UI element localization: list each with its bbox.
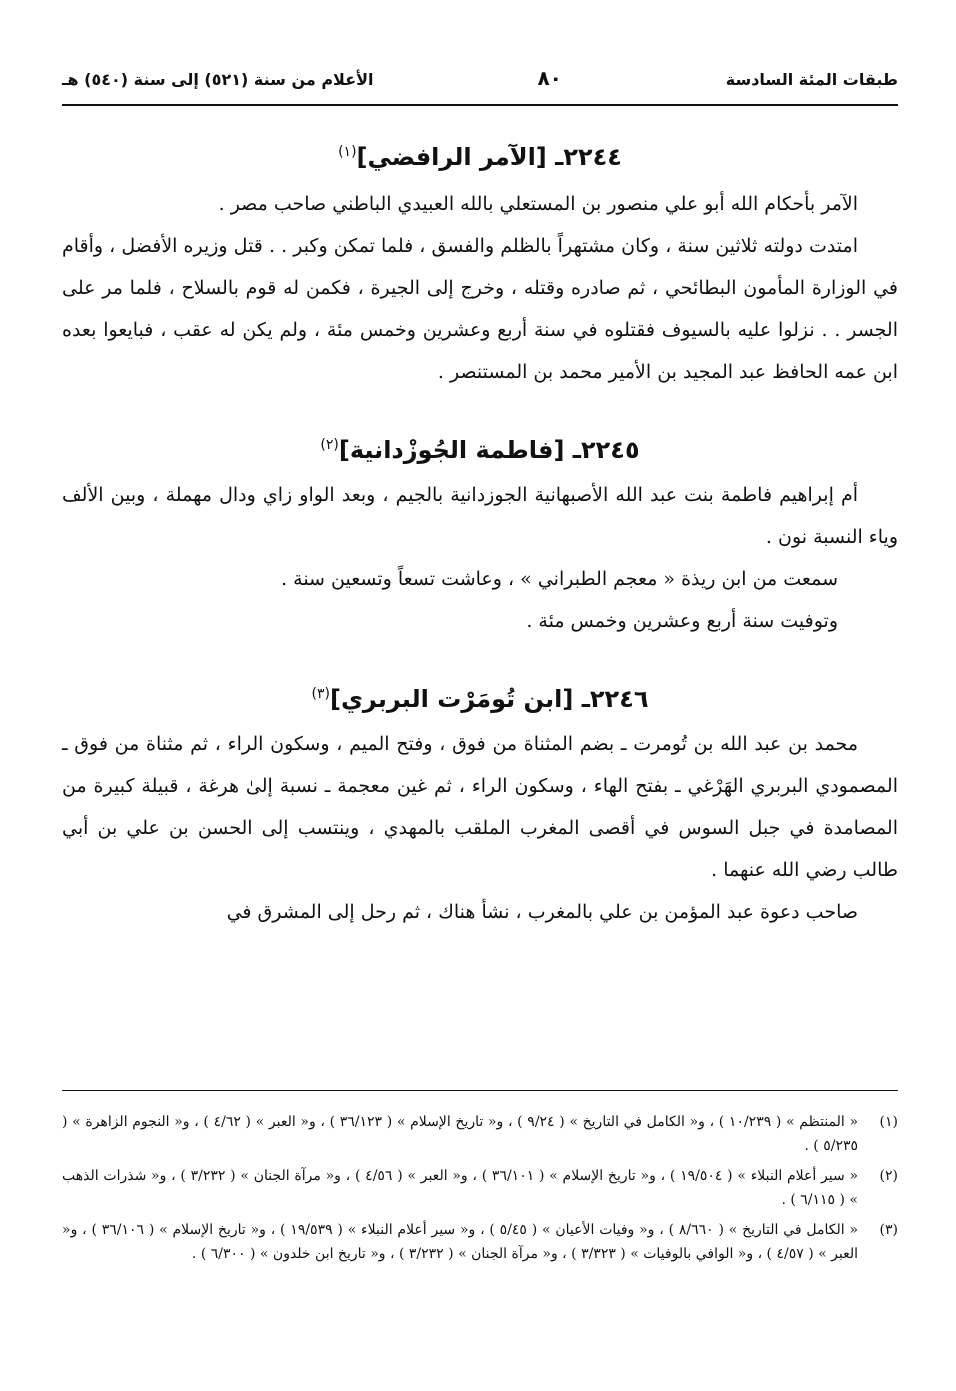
page-number: ٨٠: [537, 66, 562, 90]
paragraph: وتوفيت سنة أربع وعشرين وخمس مئة .: [526, 610, 838, 632]
footnote-rule: [62, 1090, 898, 1091]
running-header: [62, 60, 898, 96]
header-book-section: طبقات المئة السادسة: [725, 70, 898, 89]
footnote: [62, 1110, 898, 1158]
entry-number: ٢٢٤٥ـ: [572, 436, 640, 464]
footnote-ref: (١): [338, 144, 357, 160]
entry-name: [الآمر الرافضي]: [356, 143, 547, 171]
footnote-number: (٣): [879, 1222, 898, 1238]
page-body: [62, 60, 898, 1262]
entry-number: ٢٢٤٦ـ: [581, 685, 649, 713]
entry-2244: [62, 134, 898, 393]
footnote: [62, 1164, 898, 1212]
header-range-title: الأعلام من سنة (٥٢١) إلى سنة (٥٤٠) هـ: [62, 70, 374, 89]
entry-2246: [62, 676, 898, 933]
paragraph: صاحب دعوة عبد المؤمن بن علي بالمغرب ، نشأ هناك ، ثم رحل إلى المشرق في: [226, 901, 858, 923]
paragraph: سمعت من ابن ريذة « معجم الطبراني » ، وعاشت تسعاً وتسعين سنة .: [281, 568, 838, 590]
entry-number: ٢٢٤٤ـ: [555, 143, 622, 171]
footnote-number: (٢): [879, 1168, 898, 1184]
entry-name: [فاطمة الجُوزْدانية]: [338, 436, 565, 464]
footnote-number: (١): [879, 1114, 898, 1130]
footnote-text: « سير أعلام النبلاء » ( ١٩/٥٠٤ ) ، و« تاريخ الإسلام » ( ٣٦/١٠١ ) ، و« العبر » ( ٤/٥٦ ) ، و« مرآة الجنان » ( ٣/٢٣٢ ) ، و« شذرات الذهب » ( ٦/١١٥ ) .: [62, 1168, 859, 1208]
entry-heading: [62, 676, 898, 717]
footnote-ref: (٢): [320, 437, 339, 453]
header-rule: [62, 104, 898, 106]
paragraph: أم إبراهيم فاطمة بنت عبد الله الأصبهانية الجوزدانية بالجيم ، وبعد الواو زاي ودال مهملة ، وبين الألف وياء النسبة نون .: [62, 484, 898, 548]
entry-heading: [62, 134, 898, 175]
entry-name: [ابن تُومَرْت البربري]: [329, 685, 574, 713]
footnote-ref: (٣): [311, 686, 330, 702]
entry-2245: [62, 427, 898, 642]
entry-heading: [62, 427, 898, 468]
footnote-text: « الكامل في التاريخ » ( ٨/٦٦٠ ) ، و« وفيات الأعيان » ( ٥/٤٥ ) ، و« سير أعلام النبلاء » ( ١٩/٥٣٩ ) ، و« تاريخ الإسلام » ( ٣٦/١٠٦ ) ، و« العبر » ( ٤/٥٧ ) ، و« الوافي بالوفيات » ( ٣/٣٢٣ ) ، و« مرآة الجنان » ( ٣/٢٣٢ ) ، و« تاريخ ابن خلدون » ( ٦/٣٠٠ ) .: [62, 1222, 859, 1262]
paragraph: امتدت دولته ثلاثين سنة ، وكان مشتهراً بالظلم والفسق ، فلما تمكن وكبر . . قتل وزيره الأفضل ، وأقام في الوزارة المأمون البطائحي ، ثم صادره وقتله ، وخرج إلى الجيرة ، فكمن له قوم بالسلاح ، فلما مر على الجسر . . نزلوا عليه بالسيوف فقتلوه في سنة أربع وعشرين وخمس مئة ، ولم يكن له عقب ، فبايعوا بعده ابن عمه الحافظ عبد المجيد بن الأمير محمد بن المستنصر .: [62, 235, 898, 383]
footnote: [62, 1218, 898, 1266]
footnotes: [62, 1110, 898, 1272]
paragraph: محمد بن عبد الله بن تُومرت ـ بضم المثناة من فوق ، وفتح الميم ، وسكون الراء ، ثم مثناة من فوق ـ المصمودي البربري الهَرْغي ـ بفتح الهاء ، وسكون الراء ، ثم غين معجمة ـ نسبة إلىٰ هرغة ، قبيلة كبيرة من المصامدة في جبل السوس في أقصى المغرب الملقب بالمهدي ، وينتسب إلى الحسن بن علي بن أبي طالب رضي الله عنهما .: [62, 733, 898, 881]
footnote-text: « المنتظم » ( ١٠/٢٣٩ ) ، و« الكامل في التاريخ » ( ٩/٢٤ ) ، و« تاريخ الإسلام » ( ٣٦/١٢٣ ) ، و« العبر » ( ٤/٦٢ ) ، و« النجوم الزاهرة » ( ٥/٢٣٥ ) .: [62, 1114, 859, 1154]
paragraph: الآمر بأحكام الله أبو علي منصور بن المستعلي بالله العبيدي الباطني صاحب مصر .: [218, 193, 858, 215]
